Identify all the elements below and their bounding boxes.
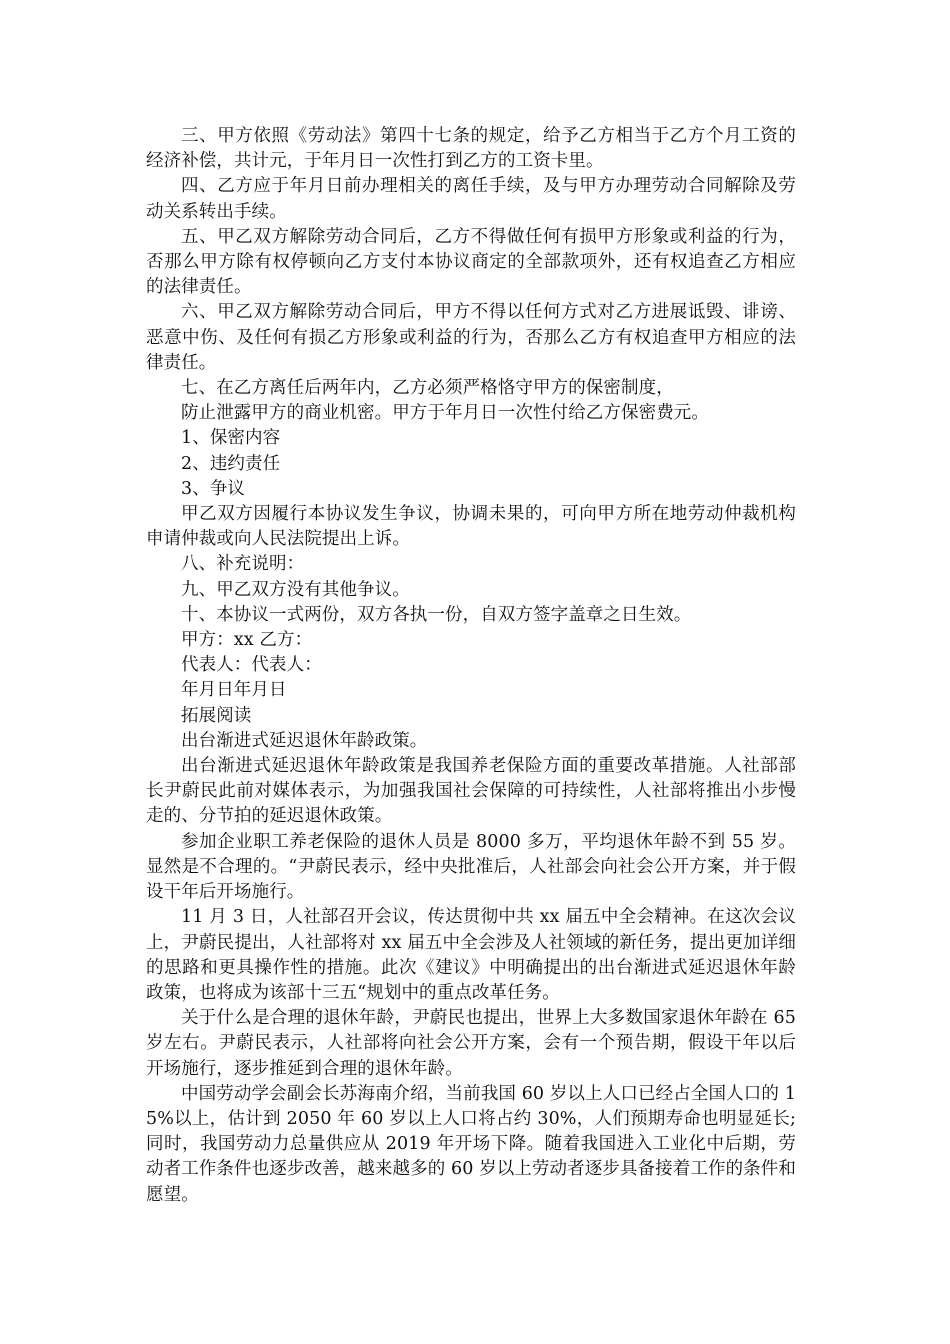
list-item-confidentiality: 1、保密内容	[181, 428, 281, 449]
list-item-liability: 2、违约责任	[181, 453, 281, 474]
extended-reading-heading: 拓展阅读	[181, 705, 252, 726]
extended-reading-title: 出台渐进式延迟退休年龄政策。	[181, 730, 428, 751]
document-body	[146, 124, 796, 1208]
paragraph-clause-5: 五、甲乙双方解除劳动合同后，乙方不得做任何有损甲方形象或利益的行为，否那么甲方除有权停顿向乙方支付本协议商定的全部款项外，还有权追查乙方相应的法律责任。	[146, 226, 796, 298]
paragraph-clause-10: 十、本协议一式两份，双方各执一份，自双方签字盖章之日生效。	[181, 604, 692, 625]
paragraph-clause-4: 四、乙方应于年月日前办理相关的离任手续，及与甲方办理劳动合同解除及劳动关系转出手续。	[146, 176, 796, 222]
article-paragraph-4: 关于什么是合理的退休年龄，尹蔚民也提出，世界上大多数国家退休年龄在 65 岁左右。尹蔚民表示，人社部将向社会公开方案，会有一个预告期，假设干年以后开场施行，逐步推延到合理的退休年龄。	[146, 1008, 796, 1079]
article-paragraph-5: 中国劳动学会副会长苏海南介绍，当前我国 60 岁以上人口已经占全国人口的 15%以上，估计到 2050 年 60 岁以上人口将占约 30%，人们预期寿命也明显延长;同时，我国劳动力总量供应从 2019 年开场下降。随着我国进入工业化中后期，劳动者工作条件也逐步改善，越来越多的 60 岁以上劳动者逐步具备接着工作的条件和愿望。	[146, 1083, 796, 1205]
paragraph-clause-9: 九、甲乙双方没有其他争议。	[181, 579, 410, 600]
paragraph-clause-7-continued: 防止泄露甲方的商业机密。甲方于年月日一次性付给乙方保密费元。	[181, 403, 709, 424]
signature-representatives: 代表人：代表人：	[181, 655, 322, 676]
article-paragraph-3: 11 月 3 日，人社部召开会议，传达贯彻中共 xx 届五中全会精神。在这次会议上，尹蔚民提出，人社部将对 xx 届五中全会涉及人社领域的新任务，提出更加详细的思路和更具操作性的措施。此次《建议》中明确提出的出台渐进式延迟退休年龄政策，也将成为该部十三五“规划中的重点改革任务。	[146, 907, 796, 1003]
paragraph-clause-3: 三、甲方依照《劳动法》第四十七条的规定，给予乙方相当于乙方个月工资的经济补偿，共计元，于年月日一次性打到乙方的工资卡里。	[146, 126, 796, 172]
paragraph-clause-8: 八、补充说明：	[181, 554, 305, 575]
paragraph-dispute-resolution: 甲乙双方因履行本协议发生争议，协调未果的，可向甲方所在地劳动仲裁机构申请仲裁或向人民法院提出上诉。	[146, 504, 796, 550]
paragraph-clause-6: 六、甲乙双方解除劳动合同后，甲方不得以任何方式对乙方进展诋毁、诽谤、恶意中伤、及任何有损乙方形象或利益的行为，否那么乙方有权追查甲方相应的法律责任。	[146, 302, 796, 373]
signature-parties: 甲方：xx 乙方：	[181, 630, 313, 651]
article-paragraph-1: 出台渐进式延迟退休年龄政策是我国养老保险方面的重要改革措施。人社部部长尹蔚民此前对媒体表示，为加强我国社会保障的可持续性，人社部将推出小步慢走的、分节拍的延迟退休政策。	[146, 756, 796, 827]
list-item-dispute: 3、争议	[181, 478, 246, 499]
article-paragraph-2: 参加企业职工养老保险的退休人员是 8000 多万，平均退休年龄不到 55 岁。显然是不合理的。“尹蔚民表示，经中央批准后，人社部会向社会公开方案，并于假设干年后开场施行。	[146, 831, 796, 903]
paragraph-clause-7: 七、在乙方离任后两年内，乙方必须严格恪守甲方的保密制度，	[181, 378, 674, 399]
signature-dates: 年月日年月日	[181, 680, 287, 701]
